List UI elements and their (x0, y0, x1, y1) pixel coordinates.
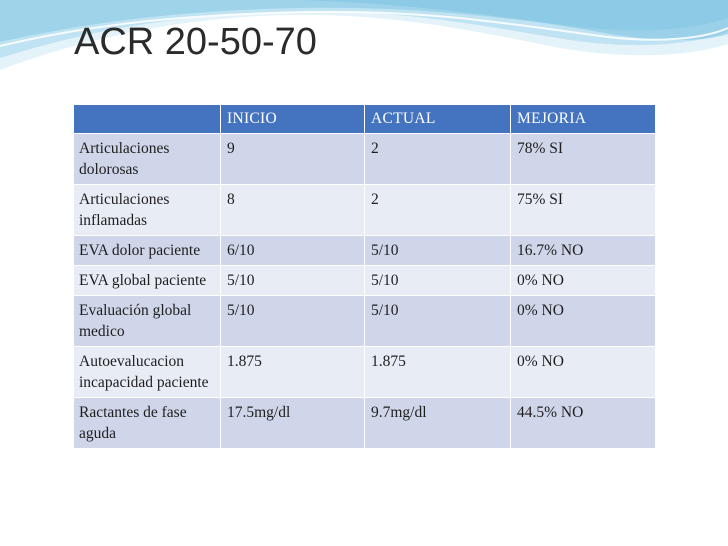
cell-actual: 9.7mg/dl (365, 398, 511, 449)
row-label: Autoevalucacion incapacidad paciente (74, 347, 221, 398)
cell-mejoria: 78% SI (511, 134, 656, 185)
slide-title: ACR 20-50-70 (74, 21, 317, 63)
row-label: EVA dolor paciente (74, 236, 221, 266)
cell-inicio: 9 (221, 134, 365, 185)
cell-actual: 2 (365, 185, 511, 236)
header-cell-inicio: INICIO (221, 105, 365, 134)
cell-actual: 5/10 (365, 236, 511, 266)
table-row (74, 398, 656, 449)
table-row (74, 185, 656, 236)
table-row (74, 296, 656, 347)
header-cell-empty (74, 105, 221, 134)
acr-results-table (73, 104, 656, 449)
row-label: EVA global paciente (74, 266, 221, 296)
table-row (74, 134, 656, 185)
cell-mejoria: 16.7% NO (511, 236, 656, 266)
cell-actual: 5/10 (365, 296, 511, 347)
row-label: Evaluación global medico (74, 296, 221, 347)
table-header-row (74, 105, 656, 134)
cell-inicio: 5/10 (221, 266, 365, 296)
header-cell-mejoria: MEJORIA (511, 105, 656, 134)
cell-inicio: 17.5mg/dl (221, 398, 365, 449)
row-label: Ractantes de fase aguda (74, 398, 221, 449)
cell-inicio: 6/10 (221, 236, 365, 266)
cell-actual: 1.875 (365, 347, 511, 398)
table-row (74, 347, 656, 398)
cell-actual: 2 (365, 134, 511, 185)
cell-mejoria: 0% NO (511, 266, 656, 296)
cell-mejoria: 0% NO (511, 347, 656, 398)
cell-inicio: 5/10 (221, 296, 365, 347)
cell-inicio: 1.875 (221, 347, 365, 398)
header-cell-actual: ACTUAL (365, 105, 511, 134)
table-row (74, 266, 656, 296)
cell-inicio: 8 (221, 185, 365, 236)
table-row (74, 236, 656, 266)
row-label: Articulaciones inflamadas (74, 185, 221, 236)
cell-actual: 5/10 (365, 266, 511, 296)
row-label: Articulaciones dolorosas (74, 134, 221, 185)
cell-mejoria: 75% SI (511, 185, 656, 236)
cell-mejoria: 0% NO (511, 296, 656, 347)
cell-mejoria: 44.5% NO (511, 398, 656, 449)
